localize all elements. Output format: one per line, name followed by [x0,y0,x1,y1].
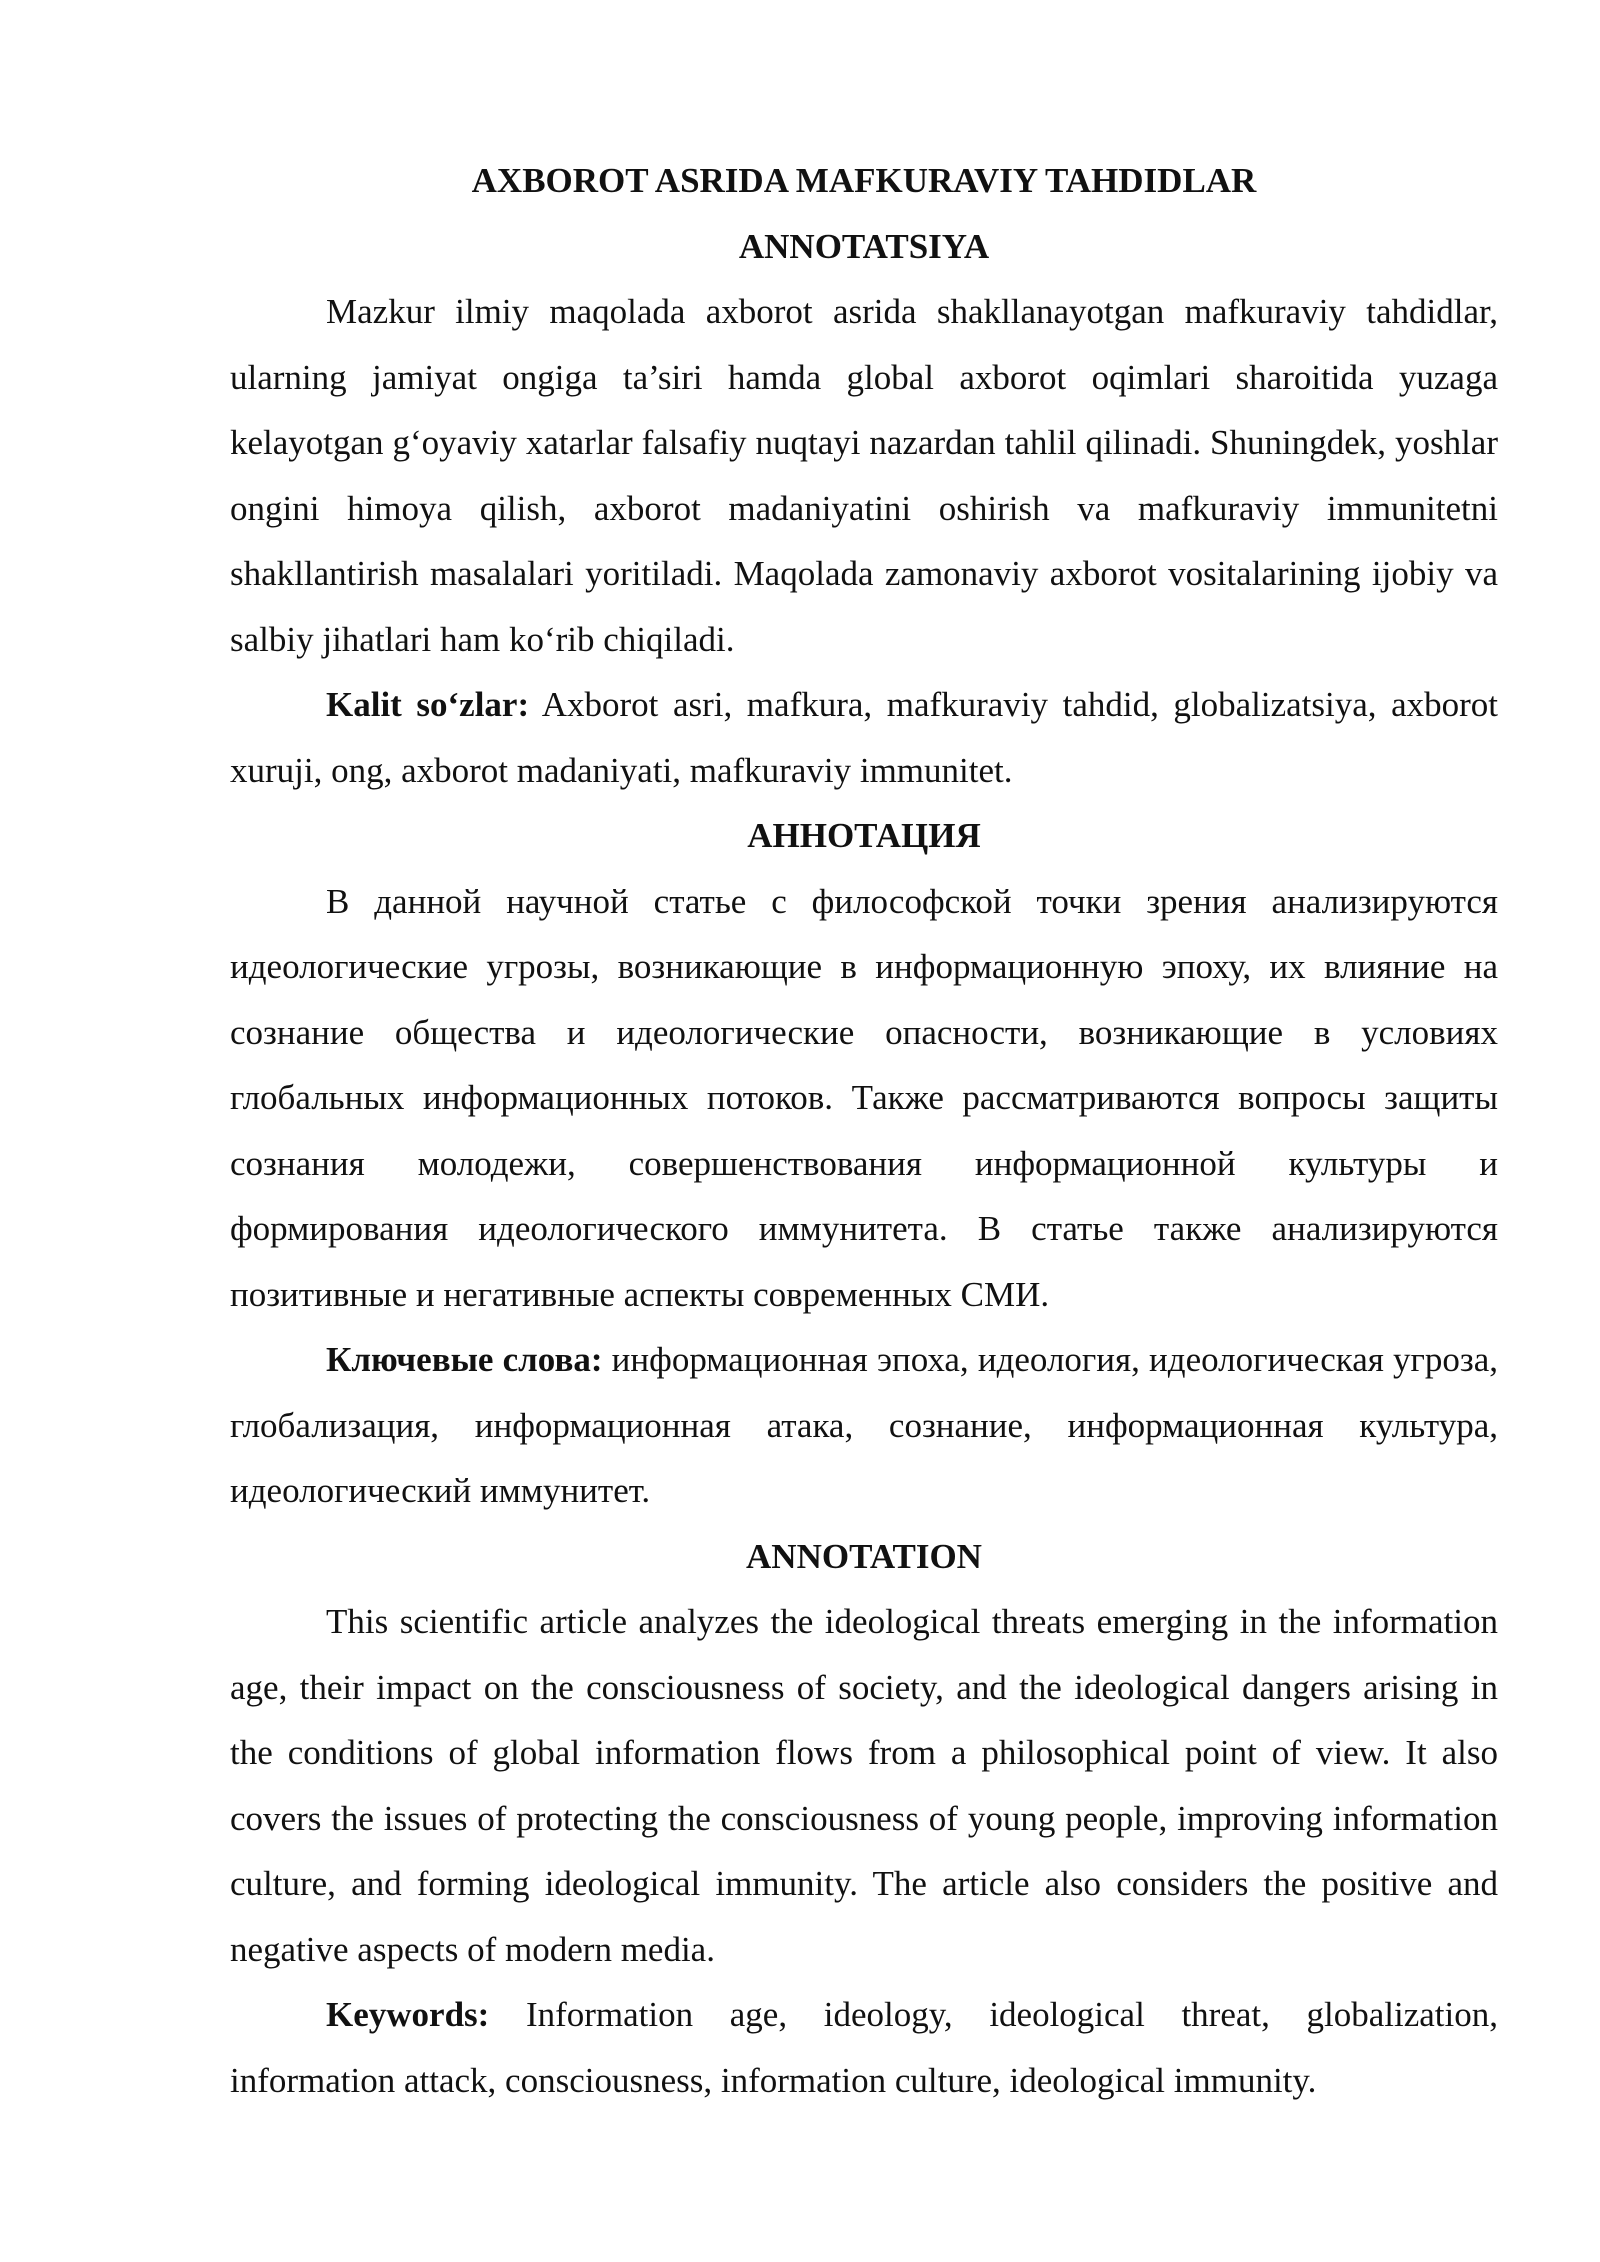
uz-annotation-heading: ANNOTATSIYA [738,226,990,266]
uz-keywords-text: Axborot asri, mafkura, mafkuraviy tahdid, globalizatsiya, axborot xuruji, ong, axborot madaniyati, mafkuraviy immunitet. [230,685,1499,790]
uz-keywords-label: Kalit so‘zlar: [326,685,530,724]
ru-annotation-heading: АННОТАЦИЯ [747,816,981,855]
en-abstract-text: This scientific article analyzes the ideological threats emerging in the information age, their impact on the consciousness of society, and the ideological dangers arising in the conditions of global information flows from a philosophical point of view. It also covers the issues of protecting the consciousness of young people, improving information culture, and forming ideological immunity. The article also considers the positive and negative aspects of modern media. [230,1602,1498,1969]
ru-abstract-text: В данной научной статье с философской точки зрения анализируются идеологические угрозы, возникающие в информационную эпоху, их влияние на сознание общества и идеологические опасности, возникающие в условиях глобальных информационных потоков. Также рассматриваются вопросы защиты сознания молодежи, совершенствования информационной культуры и формирования идеологического иммунитета. В статье также анализируются позитивные и негативные аспекты современных СМИ. [230,881,1498,1314]
article-title: AXBOROT ASRIDA MAFKURAVIY TAHDIDLAR [471,161,1257,200]
uz-keywords-paragraph [230,672,1498,803]
ru-keywords-paragraph [230,1327,1498,1524]
uz-annotation-section [230,214,1498,804]
en-annotation-section [230,1524,1498,2114]
en-keywords-label: Keywords: [326,1995,490,2034]
en-annotation-heading: ANNOTATION [746,1536,982,1576]
document-page [230,148,1498,2113]
ru-annotation-section [230,803,1498,1524]
ru-keywords-label: Ключевые слова: [326,1340,603,1379]
uz-abstract-text: Mazkur ilmiy maqolada axborot asrida shakllanayotgan mafkuraviy tahdidlar, ularning jamiyat ongiga ta’siri hamda global axborot oqimlari sharoitida yuzaga kelayotgan g‘oyaviy xatarlar falsafiy nuqtayi nazardan tahlil qilinadi. Shuningdek, yoshlar ongini himoya qilish, axborot madaniyatini oshirish va mafkuraviy immunitetni shakllantirish masalalari yoritiladi. Maqolada zamonaviy axborot vositalarining ijobiy va salbiy jihatlari ham ko‘rib chiqiladi. [230,292,1498,659]
ru-keywords-text: информационная эпоха, идеология, идеологическая угроза, глобализация, информационная атака, сознание, информационная культура, идеологический иммунитет. [230,1340,1498,1510]
en-keywords-text: Information age, ideology, ideological threat, globalization, information attack, consciousness, information culture, ideological immunity. [230,1995,1498,2100]
en-keywords-paragraph [230,1982,1498,2113]
